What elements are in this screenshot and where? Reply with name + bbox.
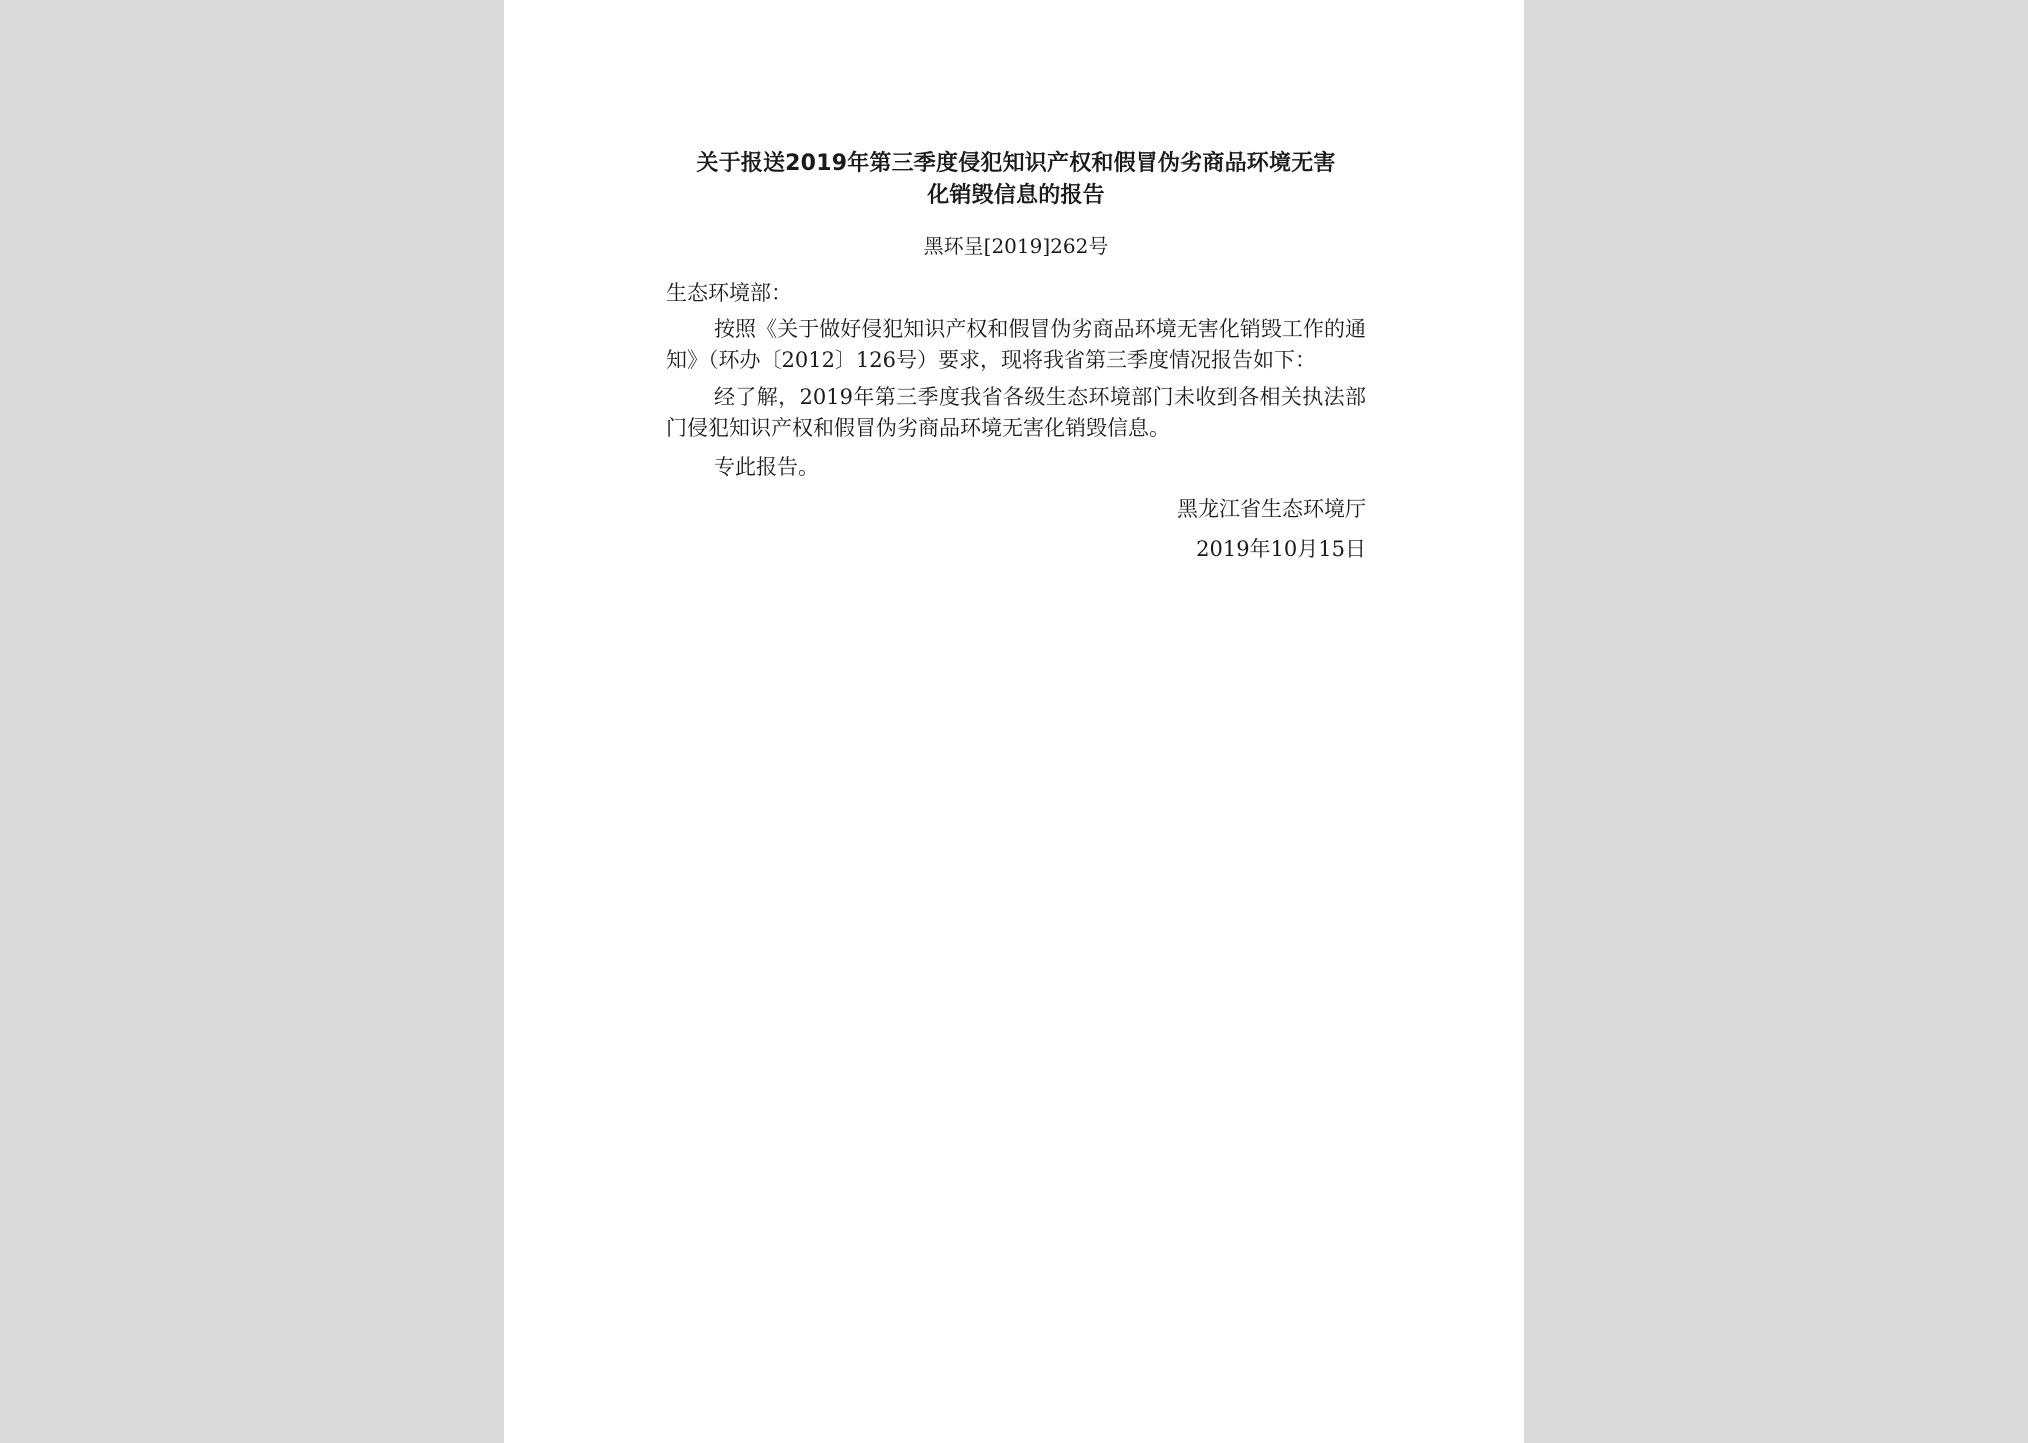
document-date: 2019年10月15日: [1196, 537, 1366, 561]
paragraph-1: 按照《关于做好侵犯知识产权和假冒伪劣商品环境无害化销毁工作的通知》（环办〔2012〕126号）要求，现将我省第三季度情况报告如下：: [666, 317, 1366, 372]
document-page: [504, 0, 1524, 1443]
paragraph-2: 经了解，2019年第三季度我省各级生态环境部门未收到各相关执法部门侵犯知识产权和假冒伪劣商品环境无害化销毁信息。: [666, 385, 1366, 440]
closing-line: 专此报告。: [714, 455, 819, 479]
document-title: [666, 148, 1366, 212]
salutation: 生态环境部：: [666, 281, 792, 305]
title-line-2: 化销毁信息的报告: [927, 183, 1105, 208]
document-number: 黑环呈[2019]262号: [923, 234, 1109, 258]
signer: 黑龙江省生态环境厅: [1177, 497, 1366, 521]
title-line-1: 关于报送2019年第三季度侵犯知识产权和假冒伪劣商品环境无害: [696, 151, 1336, 176]
document-content: [666, 148, 1366, 564]
